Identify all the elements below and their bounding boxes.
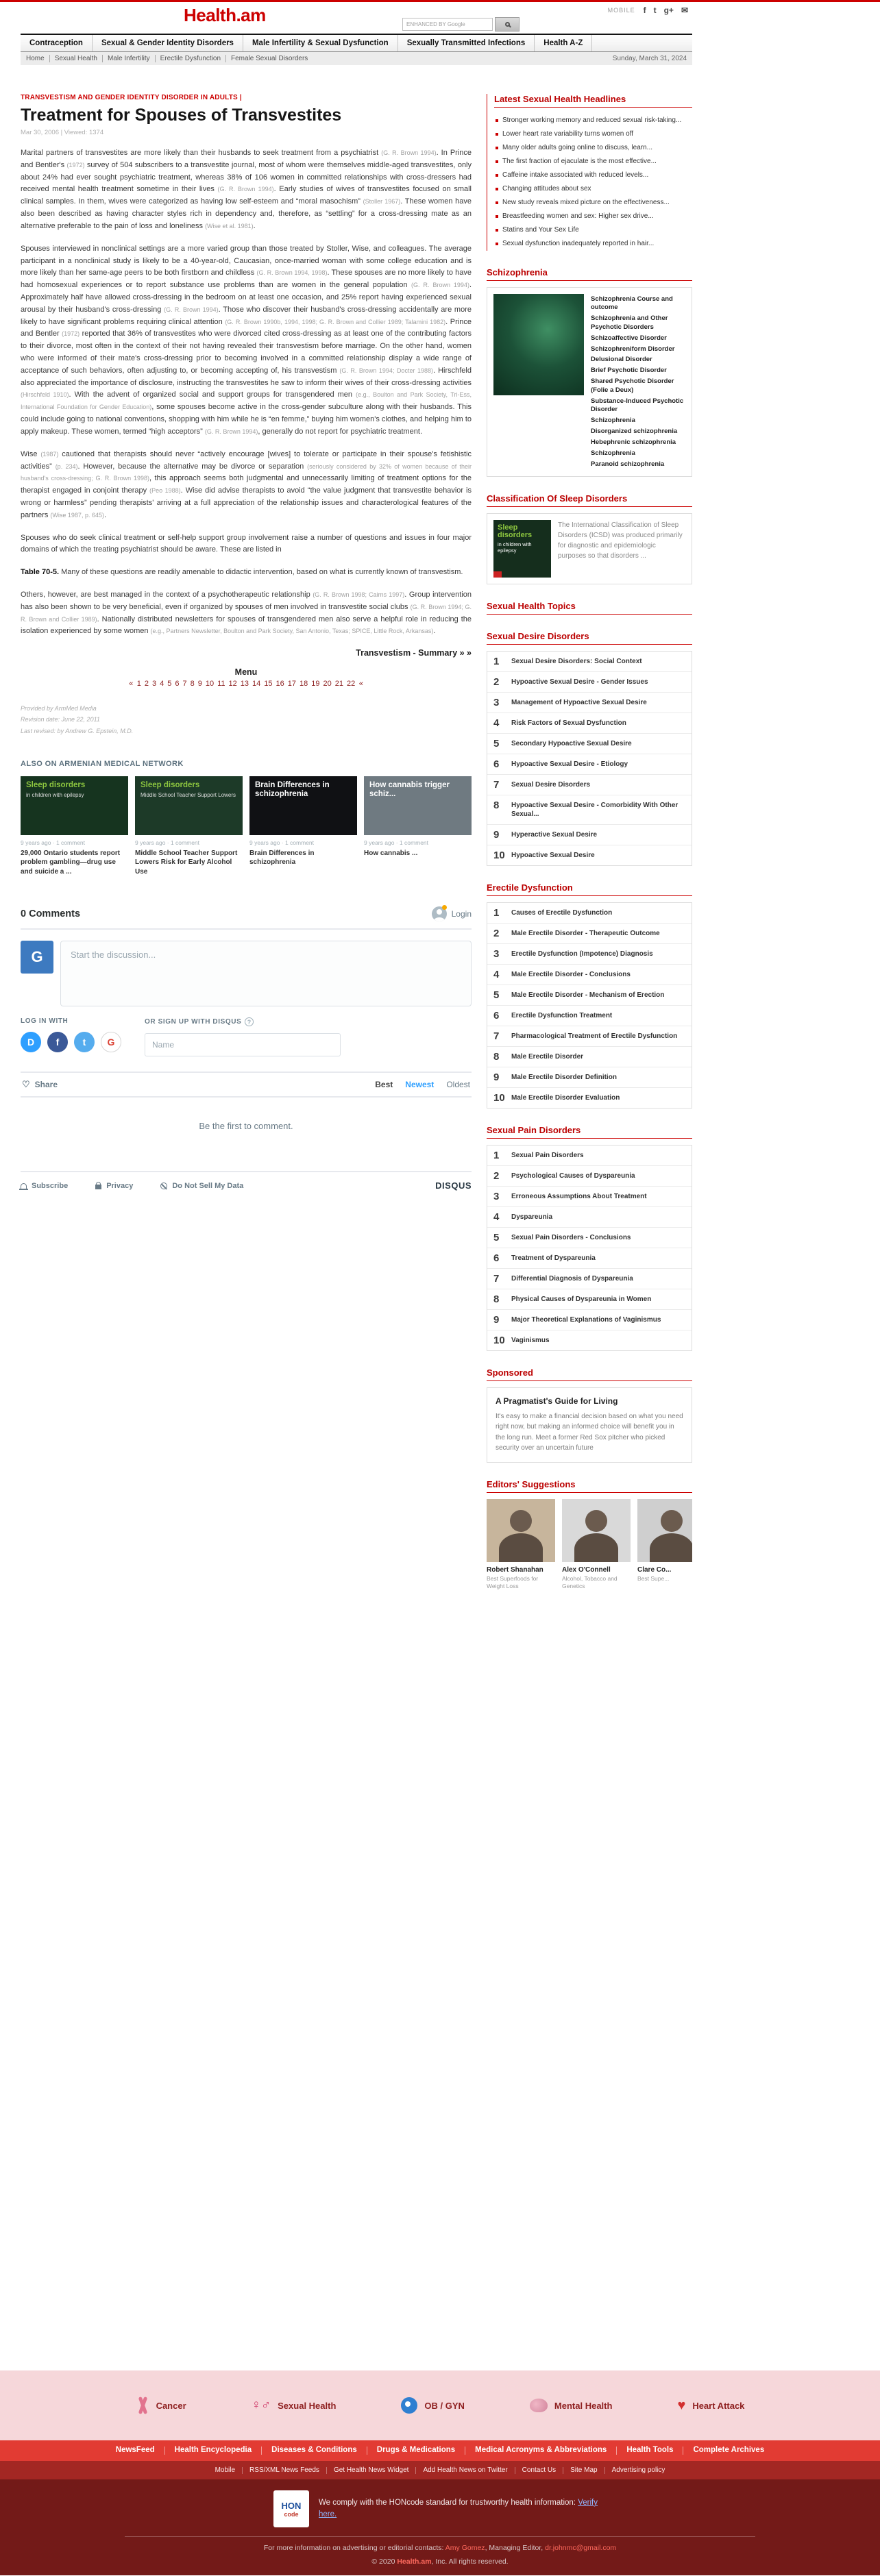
subscribe-link[interactable] <box>21 1182 68 1190</box>
sleep-box <box>487 513 692 584</box>
list-sexual-desire <box>487 651 692 866</box>
sponsored-text: It's easy to make a financial decision based on what you need right now, but making an informed choice will benefit you in the long run. Meet a former Red Sox pitcher who picked security over an uncertain future <box>496 1412 683 1452</box>
editor-name: Alex O'Connell <box>562 1565 611 1574</box>
related-cards <box>21 776 472 877</box>
comments-empty-state: Be the first to comment. <box>199 1121 293 1132</box>
help-icon[interactable]: ? <box>245 1017 254 1026</box>
privacy-label: Privacy <box>106 1181 134 1190</box>
card-thumbnail-title: Sleep disorders <box>140 780 200 789</box>
article-paragraph: Spouses who do seek clinical treatment or self-help support group involvement raise a number of questions and issues in four major domains of which the treating psychiatrist should be aware. These are listed in <box>21 533 472 554</box>
footer-subnav-link[interactable]: Advertising policy <box>611 2466 665 2474</box>
article-category[interactable]: TRANSVESTISM AND GENDER IDENTITY DISORDER IN ADULTS | <box>21 94 242 101</box>
site-header <box>21 2 692 34</box>
editor-card[interactable] <box>487 1499 555 1590</box>
list-item[interactable]: Causes of Erectile Dysfunction <box>487 903 692 924</box>
schizophrenia-thumbnail[interactable] <box>493 294 584 395</box>
pagination-page[interactable]: 9 <box>197 680 202 689</box>
nav-item[interactable]: Sexually Transmitted Infections <box>398 35 535 51</box>
editor-description: Best Supe... <box>637 1574 670 1582</box>
header-utility-row <box>608 5 688 15</box>
schizophrenia-header: Schizophrenia <box>487 267 692 281</box>
pagination-page[interactable]: 17 <box>287 680 297 689</box>
editor-card[interactable] <box>637 1499 692 1590</box>
list-item[interactable]: Male Erectile Disorder Definition <box>487 1067 692 1088</box>
sort-tab-oldest[interactable]: Oldest <box>446 1080 470 1090</box>
breadcrumb-item[interactable]: Male Infertility <box>102 55 150 62</box>
card-thumbnail-title: Brain Differences in schizophrenia <box>255 780 330 799</box>
article-paragraph: Others, however, are best managed in the context of a psychotherapeutic relationship (G. R. Brown 1998; Cairns 1997). Group intervention has also been shown to be very beneficial, even if organized by spouses of men involved in transvestite social clubs (G. R. Brown 1994; G. R. Brown and Collier 1989). Nationally distributed newsletters for spouses of transgendered men also serve a helpful role in reducing the isolation experienced by some women (e.g., Partners Newsletter, Boulton and Park Society, San Antonio, Texas; SPICE, Little Rock, Arkansas). <box>21 591 472 636</box>
pagination-page[interactable]: 15 <box>264 680 273 689</box>
do-not-sell-label: Do Not Sell My Data <box>172 1181 244 1190</box>
lock-icon <box>95 1185 101 1189</box>
pagination <box>21 680 472 688</box>
headline-link[interactable]: Stronger working memory and reduced sexual risk-taking... <box>494 114 692 127</box>
privacy-link[interactable] <box>95 1182 133 1190</box>
signup-label-text: OR SIGN UP WITH DISQUS <box>145 1018 242 1026</box>
card-title[interactable]: 29,000 Ontario students report problem gambling—drug use and suicide a ... <box>21 849 121 876</box>
pagination-page[interactable]: 16 <box>276 680 284 689</box>
nav-item[interactable]: Sexual & Gender Identity Disorders <box>93 35 243 51</box>
list-item[interactable]: Major Theoretical Explanations of Vaginismus <box>487 1310 692 1330</box>
list-header-sexual-desire: Sexual Desire Disorders <box>487 631 692 645</box>
copyright-line: © 2020 Health.am, Inc. All rights reserved. <box>371 2558 509 2566</box>
cancer-ribbon-icon <box>136 2397 149 2414</box>
schizophrenia-link[interactable]: Hebephrenic schizophrenia <box>591 438 676 446</box>
editor-photo <box>562 1499 631 1562</box>
article-paragraph: Spouses interviewed in nonclinical settings are a more varied group than those treated by Stoller, Wise, and colleagues. The average participant in a nonclinical study is likely to be a 40-year-old, Caucasian, once-married woman with some college education and is more likely than her same-age peers to be both firstborn and childless (G. R. Brown 1994, 1998). These spouses are no more likely to have had homosexual experiences or to report substance use problems than are women in the general population (G. R. Brown 1994). Approximately half have allowed cross-dressing in the bedroom on at least one occasion, and 25% report having experienced sexual arousal by their husband's cross-dressing (G. R. Brown 1994). Those who discover their husband's cross-dressing accidentally are more likely to have significant problems requiring clinical attention (G. R. Brown 1990b, 1994, 1998; G. R. Brown and Collier 1989; Talamini 1982). Prince and Bentler (1972) reported that 36% of transvestites who were divorced cited cross-dressing as at least one of the contributing factors to their divorce, most often in the context of their not having revealed their transvestism before marriage. On the other hand, women who were informed of their mate's cross-dressing prior to becoming involved in a committed relationship display a wide range of acceptance of such behaviors, often adjusting to, or becoming accepting of, his transvestism (G. R. Brown 1994; Docter 1988). Hirschfeld also appreciated the importance of disclosure, instructing the transvestites he saw to inform their wives of their cross-dressing activities (Hirschfeld 1910). With the advent of organized social and support groups for transgendered men (e.g., Boulton and Park Society, Tri-Ess, International Foundation for Gender Education), some spouses become active in the cross-gender subculture along with their husbands. This could include going to national conventions, shopping with him while he is “en femme,” buying him women's clothes, and helping him to apply makeup. These women, termed “high acceptors” (G. R. Brown 1994), generally do not report for psychiatric treatment. <box>21 244 472 436</box>
search-input[interactable]: ENHANCED BY Google <box>402 18 493 31</box>
list-item[interactable]: Physical Causes of Dyspareunia in Women <box>487 1289 692 1310</box>
sort-tabs <box>375 1080 470 1089</box>
search-icon <box>505 22 510 27</box>
comments-header <box>21 906 472 930</box>
twitter-login-icon[interactable]: t <box>74 1032 95 1052</box>
list-item[interactable]: Hypoactive Sexual Desire - Etiology <box>487 754 692 775</box>
headlines-section <box>487 94 692 251</box>
editor-name: Clare Co... <box>637 1565 672 1574</box>
facebook-login-icon[interactable]: f <box>47 1032 68 1052</box>
list-item[interactable]: Erectile Dysfunction Treatment <box>487 1006 692 1026</box>
list-item[interactable]: Erroneous Assumptions About Treatment <box>487 1187 692 1207</box>
signup-label <box>145 1017 341 1026</box>
footer-subnav-link[interactable]: RSS/XML News Feeds <box>243 2467 327 2474</box>
sort-tab-best[interactable]: Best <box>375 1080 393 1090</box>
twitter-icon[interactable]: t <box>653 5 657 15</box>
list-item[interactable]: Hyperactive Sexual Desire <box>487 825 692 845</box>
pagination-page[interactable]: 2 <box>144 680 149 689</box>
list-item[interactable]: Male Erectile Disorder - Therapeutic Outcome <box>487 924 692 944</box>
related-card[interactable] <box>21 776 128 877</box>
schizophrenia-box <box>487 287 692 477</box>
mobile-link[interactable]: MOBILE <box>607 7 635 14</box>
breadcrumb-item[interactable]: Female Sexual Disorders <box>225 55 308 62</box>
honcode-badge[interactable]: HON code <box>273 2490 309 2527</box>
user-avatar: G <box>21 941 53 974</box>
list-item[interactable]: Psychological Causes of Dyspareunia <box>487 1166 692 1187</box>
gender-symbols-icon: ♀♂ <box>251 2398 271 2412</box>
notification-dot <box>442 905 447 910</box>
list-item[interactable]: Treatment of Dyspareunia <box>487 1248 692 1269</box>
related-card[interactable] <box>135 776 243 877</box>
schizophrenia-link[interactable]: Schizophrenia Course and outcome <box>591 295 673 312</box>
list-item[interactable]: Risk Factors of Sexual Dysfunction <box>487 713 692 734</box>
login-providers <box>21 1032 121 1052</box>
login-button[interactable] <box>432 906 472 921</box>
list-item[interactable]: Management of Hypoactive Sexual Desire <box>487 693 692 713</box>
headline-link[interactable]: The first fraction of ejaculate is the most effective... <box>494 155 692 169</box>
disqus-login-icon[interactable]: D <box>21 1032 41 1052</box>
footer-nav-link[interactable]: Drugs & Medications <box>367 2447 465 2455</box>
ban-icon <box>160 1182 167 1189</box>
schizophrenia-link[interactable]: Delusional Disorder <box>591 356 652 364</box>
sponsored-title[interactable]: A Pragmatist's Guide for Living <box>496 1396 618 1406</box>
schizophrenia-link[interactable]: Substance-Induced Psychotic Disorder <box>591 397 684 414</box>
list-item[interactable]: Vaginismus <box>511 1336 550 1344</box>
list-item[interactable]: Male Erectile Disorder - Conclusions <box>487 965 692 985</box>
card-thumbnail-subtitle: in children with epilepsy <box>26 792 84 799</box>
footer-subnav-link[interactable]: Mobile <box>208 2467 243 2474</box>
footer-nav-link[interactable]: NewsFeed <box>106 2447 165 2455</box>
list-erectile <box>487 902 692 1109</box>
pagination-page[interactable]: 21 <box>334 680 344 689</box>
pagination-page[interactable]: 3 <box>151 680 157 689</box>
footer-subnav-link[interactable]: Get Health News Widget <box>327 2467 417 2474</box>
headline-link[interactable]: Sexual dysfunction inadequately reported in hair... <box>494 237 692 251</box>
editors-header: Editors' Suggestions <box>487 1479 692 1493</box>
comments-count: 0 Comments <box>21 908 81 920</box>
sponsored-header: Sponsored <box>487 1367 692 1381</box>
list-item[interactable]: Hypoactive Sexual Desire - Comorbidity With Other Sexual... <box>487 795 692 825</box>
footer-brand-link[interactable]: Health.am <box>397 2558 432 2566</box>
last-revised: Last revised: by Andrew G. Epstein, M.D. <box>21 727 134 734</box>
search-button[interactable] <box>495 17 520 32</box>
list-header-sexual-pain: Sexual Pain Disorders <box>487 1125 692 1139</box>
footer-nav-link[interactable]: Diseases & Conditions <box>262 2447 367 2455</box>
nav-item[interactable]: Health A-Z <box>535 35 592 51</box>
pagination-page[interactable]: 20 <box>323 680 332 689</box>
breadcrumb-item[interactable]: Erectile Dysfunction <box>155 55 221 62</box>
share-button[interactable] <box>22 1079 58 1090</box>
footer-subnav <box>0 2461 880 2479</box>
schizophrenia-link[interactable]: Paranoid schizophrenia <box>591 460 665 468</box>
card-title[interactable]: How cannabis ... <box>364 849 418 857</box>
comment-compose <box>21 941 472 1006</box>
editor-card[interactable] <box>562 1499 631 1590</box>
footer-topics <box>0 2370 880 2440</box>
footer-subnav-link[interactable]: Contact Us <box>515 2467 563 2474</box>
footer-nav-link[interactable]: Health Tools <box>617 2447 683 2455</box>
nav-item[interactable]: Contraception <box>21 35 93 51</box>
pagination-page[interactable]: 13 <box>240 680 249 689</box>
pagination-prev[interactable]: « <box>129 680 134 689</box>
sleep-header: Classification Of Sleep Disorders <box>487 493 692 507</box>
editor-email-link[interactable]: dr.johnmc@gmail.com <box>545 2544 617 2552</box>
list-item[interactable]: Male Erectile Disorder <box>487 1047 692 1067</box>
facebook-icon[interactable]: f <box>643 5 646 15</box>
list-item[interactable]: Dyspareunia <box>487 1207 692 1228</box>
pagination-page[interactable]: 22 <box>347 680 356 689</box>
site-footer <box>0 2370 880 2575</box>
headline-link[interactable]: Breastfeeding women and sex: Higher sex drive... <box>494 210 692 223</box>
footer-subnav-link[interactable]: Add Health News on Twitter <box>416 2467 515 2474</box>
comments-toolbar <box>21 1072 472 1098</box>
related-card[interactable] <box>249 776 357 877</box>
footer-topic-cancer[interactable]: Cancer <box>136 2397 186 2414</box>
headline-link[interactable]: Lower heart rate variability turns women off <box>494 127 692 141</box>
footer-subnav-link[interactable]: Site Map <box>563 2467 604 2474</box>
login-label: Login <box>451 909 472 919</box>
topics-header: Sexual Health Topics <box>487 601 692 615</box>
google-login-icon[interactable]: G <box>101 1032 121 1052</box>
article-body <box>21 147 472 638</box>
pagination-page[interactable]: 10 <box>205 680 215 689</box>
brain-icon <box>530 2399 548 2412</box>
article-meta: Mar 30, 2006 | Viewed: 1374 <box>21 129 104 136</box>
login-with-label: LOG IN WITH <box>21 1017 69 1026</box>
list-item[interactable]: Hypoactive Sexual Desire <box>511 851 595 859</box>
heart-icon: ♡ <box>22 1079 30 1090</box>
sleep-teaser-text: The International Classification of Sleep Disorders (ICSD) was produced primarily for diagnostic and epidemiologic purposes so that disorders ... <box>558 521 683 560</box>
article-bylines <box>21 703 472 736</box>
subscribe-label: Subscribe <box>32 1181 69 1190</box>
article-paragraph: Wise (1987) cautioned that therapists should never “actively encourage [wives] to tolerate or participate in their spouse's fetishistic activities” (p. 234). However, because the alternative may be divorce or separation (seriously considered by 32% of women because of their husband's cross-dressing; G. R. Brown 1998), this approach seems both judgmental and unnecessarily limiting of treatment options for the therapist engaged in conjoint therapy (Peo 1988). Wise did advise therapists to avoid “the value judgment that transvestite behavior is wrong or harmless” pending therapists' arriving at a full appreciation of the relationship issues and characterological features of the partners (Wise 1987, p. 645). <box>21 449 472 519</box>
list-item[interactable]: Male Erectile Disorder - Mechanism of Erection <box>487 985 692 1006</box>
mail-icon[interactable]: ✉ <box>681 5 688 15</box>
also-on-header: ALSO ON ARMENIAN MEDICAL NETWORK <box>21 759 184 768</box>
nav-item[interactable]: Male Infertility & Sexual Dysfunction <box>243 35 398 51</box>
headline-link[interactable]: New study reveals mixed picture on the effectiveness... <box>494 196 692 210</box>
editor-photo <box>487 1499 555 1562</box>
login-options-row <box>21 1017 472 1056</box>
pagination-page[interactable]: 4 <box>160 680 164 689</box>
pagination-page[interactable]: 19 <box>311 680 320 689</box>
sleep-cover-title: Sleep disorders <box>498 523 533 539</box>
card-title[interactable]: Brain Differences in schizophrenia <box>249 849 315 867</box>
card-thumbnail <box>21 776 128 835</box>
schizophrenia-link[interactable]: Schizophreniform Disorder <box>591 345 675 353</box>
pagination-page[interactable]: 18 <box>300 680 308 689</box>
card-thumbnail-subtitle: Middle School Teacher Support Lowers <box>140 792 236 799</box>
list-item[interactable]: Pharmacological Treatment of Erectile Dysfunction <box>487 1026 692 1047</box>
card-thumbnail <box>135 776 243 835</box>
primary-nav <box>21 34 692 52</box>
list-item[interactable]: Sexual Pain Disorders <box>487 1145 692 1166</box>
footer-bottom <box>0 2479 880 2575</box>
breadcrumb-bar <box>21 52 692 65</box>
menu-label: Menu <box>234 667 258 678</box>
social-icons <box>644 5 688 15</box>
site-logo[interactable]: Health.am <box>184 5 266 25</box>
footer-nav-link[interactable]: Complete Archives <box>693 2446 765 2455</box>
headline-link[interactable]: Caffeine intake associated with reduced levels... <box>494 169 692 182</box>
heart-icon: ♥ <box>677 2397 686 2413</box>
list-item[interactable]: Sexual Pain Disorders - Conclusions <box>487 1228 692 1248</box>
list-item[interactable]: Sexual Desire Disorders: Social Context <box>487 652 692 672</box>
footer-topic-mental-health[interactable]: Mental Health <box>530 2399 613 2412</box>
schizophrenia-link[interactable]: Schizoaffective Disorder <box>591 334 667 342</box>
disqus-logo[interactable]: DISQUS <box>435 1180 472 1191</box>
pagination-page[interactable]: 14 <box>252 680 261 689</box>
list-item[interactable]: Secondary Hypoactive Sexual Desire <box>487 734 692 754</box>
list-item[interactable]: Male Erectile Disorder Evaluation <box>511 1093 620 1102</box>
card-thumbnail <box>364 776 472 835</box>
pagination-page[interactable]: 5 <box>167 680 172 689</box>
headline-link[interactable]: Statins and Your Sex Life <box>494 223 692 237</box>
comment-input[interactable]: Start the discussion... <box>60 941 472 1006</box>
card-thumbnail-title: How cannabis trigger schiz... <box>369 780 450 799</box>
pagination-page[interactable]: 11 <box>217 680 225 689</box>
sleep-cover-subtitle: in children with epilepsy <box>498 541 532 554</box>
article-paragraph: Marital partners of transvestites are more likely than their husbands to seek treatment from a psychiatrist (G. R. Brown 1994). In Prince and Bentler's (1972) survey of 504 subscribers to a transvestite journal, most of whom were themselves middle-aged transvestites, only about 24% had ever sought psychiatric treatment, whereas 38% of 106 women in committed relationships with cross-dressers had received mental health treatment sometime in their lives (G. R. Brown 1994). Early studies of wives of transvestites focused on small clinical samples. In them, wives were categorized as having low self-esteem and “moral masochism” (Stoller 1967). These women have also been described as having character styles rich in dependency and, therefore, as “settling” for a cross-dressing mate as an alternative preferable to the pain of loss and loneliness (Wise et al. 1981). <box>21 149 472 230</box>
pagination-page[interactable]: 12 <box>228 680 237 689</box>
card-thumbnail <box>249 776 357 835</box>
revision-date: Revision date: June 22, 2011 <box>21 716 100 723</box>
editor-name: Robert Shanahan <box>487 1565 543 1574</box>
name-input[interactable]: Name <box>145 1033 341 1056</box>
card-title[interactable]: Middle School Teacher Support Lowers Risk for Early Alcohol Use <box>135 849 238 876</box>
list-item[interactable]: Erectile Dysfunction (Impotence) Diagnosis <box>487 944 692 965</box>
card-meta: 9 years ago · 1 comment <box>364 839 429 846</box>
disqus-footer <box>21 1171 472 1191</box>
google-plus-icon[interactable]: g+ <box>663 5 674 15</box>
honcode-statement: We comply with the HONcode standard for trustworthy health information: Verify here. <box>319 2498 598 2518</box>
article-paragraph: Table 70-5. Many of these questions are readily amenable to didactic intervention, based on what is currently known of transvestism. <box>21 568 463 577</box>
list-item[interactable]: Sexual Desire Disorders <box>487 775 692 795</box>
editors-suggestions <box>487 1499 692 1590</box>
schizophrenia-link[interactable]: Schizophrenia <box>591 417 635 425</box>
footer-nav-link[interactable]: Medical Acronyms & Abbreviations <box>465 2447 617 2455</box>
footer-divider <box>125 2536 755 2537</box>
editor-description: Alcohol, Tobacco and Genetics <box>562 1574 618 1589</box>
list-sexual-pain <box>487 1145 692 1351</box>
list-item[interactable]: Differential Diagnosis of Dyspareunia <box>487 1269 692 1289</box>
breadcrumb-item[interactable]: Home <box>26 55 45 62</box>
current-date: Sunday, March 31, 2024 <box>612 55 687 62</box>
schizophrenia-link[interactable]: Schizophrenia <box>591 449 635 457</box>
pagination-page[interactable]: 6 <box>175 680 180 689</box>
editor-description: Best Superfoods for Weight Loss <box>487 1574 539 1589</box>
search-area <box>402 17 520 32</box>
list-header-erectile: Erectile Dysfunction <box>487 882 692 896</box>
schizophrenia-link[interactable]: Shared Psychotic Disorder (Folie a Deux) <box>591 377 674 394</box>
card-thumbnail-title: Sleep disorders <box>26 780 86 789</box>
breadcrumb <box>26 55 308 62</box>
list-item[interactable]: Hypoactive Sexual Desire - Gender Issues <box>487 672 692 693</box>
bell-icon <box>21 1183 27 1189</box>
schizophrenia-link[interactable]: Brief Psychotic Disorder <box>591 367 667 375</box>
footer-nav <box>0 2440 880 2461</box>
pagination-next[interactable]: « <box>358 680 363 689</box>
do-not-sell-link[interactable] <box>160 1182 243 1190</box>
headline-link[interactable]: Changing attitudes about sex <box>494 182 692 196</box>
footer-nav-link[interactable]: Health Encyclopedia <box>165 2447 262 2455</box>
pagination-page[interactable]: 7 <box>182 680 187 689</box>
sponsored-box <box>487 1387 692 1463</box>
related-card[interactable] <box>364 776 472 877</box>
sort-tab-newest[interactable]: Newest <box>405 1080 435 1090</box>
page-title: Treatment for Spouses of Transvestites <box>21 106 342 125</box>
pagination-page[interactable]: 8 <box>190 680 195 689</box>
schizophrenia-link[interactable]: Disorganized schizophrenia <box>591 428 678 436</box>
headline-link[interactable]: Many older adults going online to discuss, learn... <box>494 141 692 155</box>
card-meta: 9 years ago · 1 comment <box>249 839 315 846</box>
sleep-cover-thumbnail[interactable] <box>493 520 551 578</box>
editor-contact-link[interactable]: Amy Gomez <box>445 2544 485 2552</box>
share-label: Share <box>34 1080 58 1090</box>
footer-topic-sexual-health[interactable]: ♀♂ Sexual Health <box>251 2398 337 2412</box>
card-meta: 9 years ago · 1 comment <box>21 839 86 846</box>
summary-link[interactable]: Transvestism - Summary » » <box>356 648 472 658</box>
footer-topic-heart-attack[interactable]: ♥ Heart Attack <box>677 2397 745 2413</box>
footer-contact-line: For more information on advertising or editorial contacts: Amy Gomez, Managing Editor, dr.johnmc@gmail.com <box>263 2544 617 2552</box>
schizophrenia-link[interactable]: Schizophrenia and Other Psychotic Disorders <box>591 314 668 331</box>
provided-by: Provided by ArmMed Media <box>21 705 97 713</box>
footer-topic-obgyn[interactable]: OB / GYN <box>401 2397 465 2414</box>
breadcrumb-item[interactable]: Sexual Health <box>49 55 97 62</box>
pagination-page[interactable]: 1 <box>136 680 141 689</box>
verify-link[interactable]: Verify here. <box>319 2498 598 2518</box>
card-meta: 9 years ago · 1 comment <box>135 839 200 846</box>
headlines-header: Latest Sexual Health Headlines <box>494 94 692 108</box>
obgyn-icon <box>401 2397 417 2414</box>
editor-photo <box>637 1499 692 1562</box>
